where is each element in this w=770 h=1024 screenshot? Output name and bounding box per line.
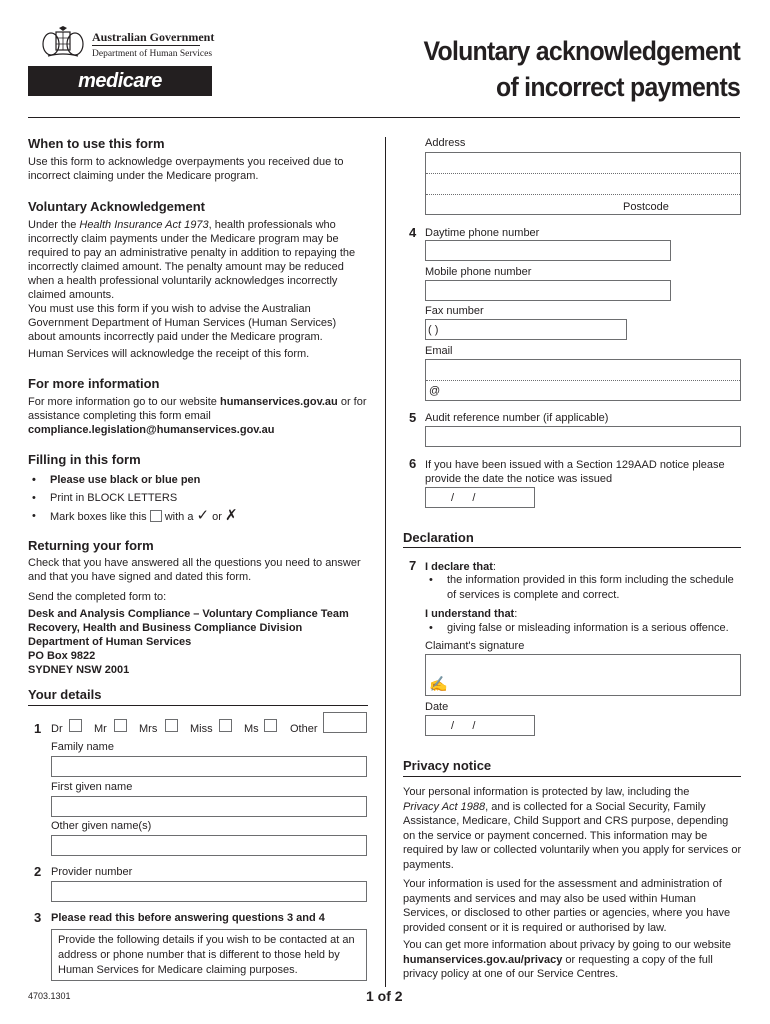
title-ms-label: Ms xyxy=(244,723,259,735)
audit-reference-label: Audit reference number (if applicable) xyxy=(425,412,609,424)
family-name-label: Family name xyxy=(51,741,114,753)
title-dr-checkbox[interactable] xyxy=(69,719,82,732)
more-info-text: For more information go to our website humanservices.gov.au or for assistance completing this form email compliance.legislation@humanservices.gov.au xyxy=(28,396,367,436)
signature-input[interactable] xyxy=(425,654,741,696)
government-logo-text xyxy=(92,31,214,61)
gov-line-1: Australian Government xyxy=(92,30,215,44)
daytime-phone-input[interactable] xyxy=(425,240,671,261)
your-details-rule xyxy=(28,705,368,706)
medicare-brand-bar: medicare xyxy=(28,66,212,96)
title-dr-label: Dr xyxy=(51,723,63,735)
question-3-number: 3 xyxy=(34,910,42,925)
form-code: 4703.1301 xyxy=(28,991,71,1001)
question-6-number: 6 xyxy=(409,456,417,471)
question-5-number: 5 xyxy=(409,410,417,425)
fax-input[interactable] xyxy=(425,319,627,340)
notice-date-slashes: / / xyxy=(451,492,476,504)
question-4-number: 4 xyxy=(409,225,417,240)
fax-label: Fax number xyxy=(425,305,484,317)
title-line-1: Voluntary acknowledgement xyxy=(423,36,740,66)
returning-heading: Returning your form xyxy=(28,538,154,553)
form-title xyxy=(423,33,740,105)
voluntary-paragraph-3: Human Services will acknowledge the receipt of this form. xyxy=(28,348,310,360)
voluntary-paragraph-1: Under the Health Insurance Act 1973, health professionals who incorrectly claim payments under the Medicare program may be required to pay an administrative penalty in addition to repaying the incorrectly claimed amount. The penalty amount may be reduced when a health professional voluntarily acknowledges incorrectly claimed amounts. xyxy=(28,219,356,301)
understand-label: I understand that: xyxy=(425,608,518,620)
your-details-heading: Your details xyxy=(28,687,102,702)
question-7-number: 7 xyxy=(409,558,417,573)
declare-label: I declare that: xyxy=(425,561,496,573)
family-name-input[interactable] xyxy=(51,756,367,777)
declaration-date-input[interactable] xyxy=(425,715,535,736)
title-other-label: Other xyxy=(290,723,318,735)
list-item: • giving false or misleading information is a serious offence. xyxy=(425,621,743,636)
email-at-sign: @ xyxy=(429,385,441,397)
signature-label: Claimant's signature xyxy=(425,640,525,652)
privacy-paragraph-1: Your personal information is protected by law, including the Privacy Act 1988, and is collected for a Social Security, Family Assistance, Medicare, Child Support and CRS purpose, depending on the service or payment concerned. This information may be required by law or collected voluntarily when you apply for services or payments. xyxy=(403,786,742,871)
page-number: 1 of 2 xyxy=(366,988,403,1004)
date-label: Date xyxy=(425,701,449,713)
filling-list xyxy=(28,471,358,526)
tick-icon: ✓ xyxy=(196,507,210,524)
question-6-text: If you have been issued with a Section 129AAD notice please provide the date the notice was issued xyxy=(425,459,725,485)
title-miss-label: Miss xyxy=(190,723,213,735)
declare-list xyxy=(425,573,743,603)
list-item: • the information provided in this form including the schedule of services is complete and correct. xyxy=(425,573,743,603)
title-other-input[interactable] xyxy=(323,712,367,733)
cross-icon: ✗ xyxy=(225,507,238,524)
list-item: • Please use black or blue pen xyxy=(28,471,358,489)
when-text: Use this form to acknowledge overpayments you received due to incorrect claiming under the Medicare program. xyxy=(28,156,344,182)
title-miss-checkbox[interactable] xyxy=(219,719,232,732)
title-mr-checkbox[interactable] xyxy=(114,719,127,732)
voluntary-heading: Voluntary Acknowledgement xyxy=(28,199,205,214)
privacy-heading: Privacy notice xyxy=(403,758,492,773)
title-mrs-checkbox[interactable] xyxy=(165,719,178,732)
postcode-label: Postcode xyxy=(623,201,669,213)
list-item: • Print in BLOCK LETTERS xyxy=(28,489,358,507)
email-link[interactable]: compliance.legislation@humanservices.gov.au xyxy=(28,424,275,436)
title-mr-label: Mr xyxy=(94,723,107,735)
privacy-paragraph-3: You can get more information about privacy by going to our website humanservices.gov.au/privacy or requesting a copy of the full privacy policy at one of our Service Centres. xyxy=(403,939,731,980)
gov-line-2: Department of Human Services xyxy=(92,49,213,59)
title-line-2: of incorrect payments xyxy=(495,72,740,102)
provider-number-input[interactable] xyxy=(51,881,367,902)
website-link[interactable]: humanservices.gov.au xyxy=(219,396,338,408)
returning-paragraph-1: Check that you have answered all the questions you need to answer and that you have signed and dated this form. xyxy=(28,557,361,583)
email-line-divider xyxy=(426,380,740,381)
privacy-link[interactable]: humanservices.gov.au/privacy xyxy=(403,953,563,966)
returning-paragraph-2: Send the completed form to: xyxy=(28,591,167,603)
list-item: • Mark boxes like this with a ✓ or ✗ xyxy=(28,507,358,526)
when-heading: When to use this form xyxy=(28,136,165,151)
audit-reference-input[interactable] xyxy=(425,426,741,447)
question-3-info-box: Provide the following details if you wish to be contacted at an address or phone number that is different to those held by Human Services for Medicare claiming purposes. xyxy=(51,929,367,981)
address-input[interactable] xyxy=(425,152,741,215)
mobile-phone-input[interactable] xyxy=(425,280,671,301)
coat-of-arms-icon xyxy=(40,26,86,60)
address-line-divider xyxy=(426,173,740,174)
address-line-divider xyxy=(426,194,740,195)
question-3-label: Please read this before answering questions 3 and 4 xyxy=(51,912,325,924)
fax-area-code-parens: ( ) xyxy=(428,324,439,336)
more-info-heading: For more information xyxy=(28,376,160,391)
signature-pen-icon: ✍ xyxy=(429,676,448,693)
mailing-address: Desk and Analysis Compliance – Voluntary Compliance Team Recovery, Health and Business Compliance Division Department of Human Services PO Box 9822 SYDNEY NSW 2001 xyxy=(28,608,349,676)
declaration-heading: Declaration xyxy=(403,530,474,545)
first-given-name-label: First given name xyxy=(51,781,133,793)
declaration-date-slashes: / / xyxy=(451,720,476,732)
column-divider xyxy=(385,137,386,987)
declaration-rule xyxy=(403,547,741,548)
other-given-names-input[interactable] xyxy=(51,835,367,856)
mobile-phone-label: Mobile phone number xyxy=(425,266,532,278)
question-2-number: 2 xyxy=(34,864,42,879)
question-1-number: 1 xyxy=(34,721,42,736)
privacy-rule xyxy=(403,776,741,777)
filling-heading: Filling in this form xyxy=(28,452,141,467)
first-given-name-input[interactable] xyxy=(51,796,367,817)
other-given-names-label: Other given name(s) xyxy=(51,820,152,832)
notice-date-input[interactable] xyxy=(425,487,535,508)
daytime-phone-label: Daytime phone number xyxy=(425,227,540,239)
example-checkbox-icon xyxy=(150,510,162,522)
privacy-paragraph-2: Your information is used for the assessment and administration of payments and services and may also be used within Human Services, or disclosed to other parties or agencies, where you have provided consent or it is required or authorised by law. xyxy=(403,878,731,934)
title-mrs-label: Mrs xyxy=(139,723,158,735)
email-label: Email xyxy=(425,345,453,357)
understand-list xyxy=(425,621,743,636)
voluntary-paragraph-2: You must use this form if you wish to advise the Australian Government Department of Human Services (Human Services) about amounts incorrectly paid under the Medicare program. xyxy=(28,303,337,343)
provider-number-label: Provider number xyxy=(51,866,133,878)
title-ms-checkbox[interactable] xyxy=(264,719,277,732)
header-divider xyxy=(28,117,740,118)
address-label: Address xyxy=(425,137,466,149)
